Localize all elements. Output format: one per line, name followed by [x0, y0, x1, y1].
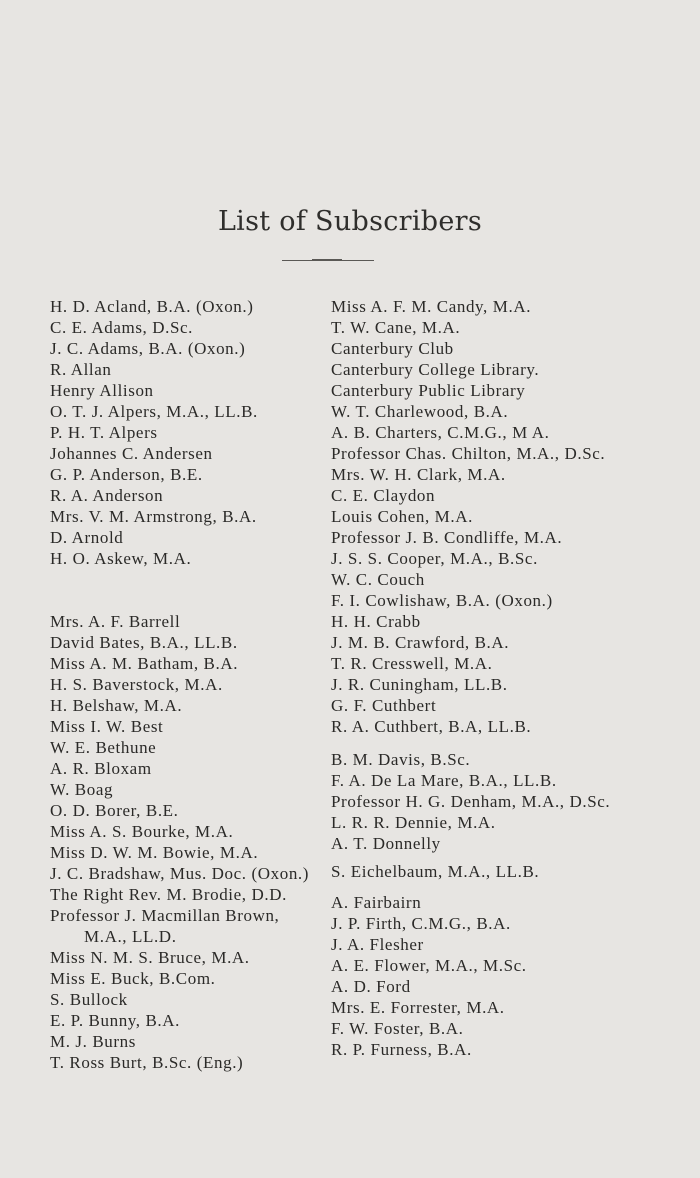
- subscriber-entry: M.A., LL.D.: [84, 927, 177, 946]
- subscriber-entry: Professor J. B. Condliffe, M.A.: [331, 528, 563, 547]
- subscriber-entry: R. A. Anderson: [50, 486, 164, 505]
- subscriber-entry: R. A. Cuthbert, B.A, LL.B.: [331, 717, 532, 736]
- subscriber-entry: M. J. Burns: [50, 1032, 136, 1051]
- subscriber-entry: Canterbury Public Library: [331, 381, 526, 400]
- subscribers-left-column: [50, 296, 340, 1073]
- subscriber-entry: J. P. Firth, C.M.G., B.A.: [331, 914, 511, 933]
- subscriber-entry: T. Ross Burt, B.Sc. (Eng.): [50, 1053, 244, 1072]
- subscriber-entry: T. R. Cresswell, M.A.: [331, 654, 493, 673]
- subscriber-entry: J. C. Bradshaw, Mus. Doc. (Oxon.): [50, 864, 310, 883]
- subscriber-entry: G. P. Anderson, B.E.: [50, 465, 203, 484]
- subscriber-entry: C. E. Adams, D.Sc.: [50, 318, 194, 337]
- subscribers-right-column: [331, 296, 691, 1060]
- subscriber-entry: Johannes C. Andersen: [50, 444, 213, 463]
- group-spacer: [331, 737, 691, 749]
- subscriber-entry: Professor H. G. Denham, M.A., D.Sc.: [331, 792, 611, 811]
- subscriber-entry: Henry Allison: [50, 381, 154, 400]
- subscriber-entry: G. F. Cuthbert: [331, 696, 437, 715]
- subscriber-entry: J. S. S. Cooper, M.A., B.Sc.: [331, 549, 538, 568]
- subscriber-entry: Professor J. Macmillan Brown,: [50, 906, 280, 925]
- subscriber-entry: Mrs. W. H. Clark, M.A.: [331, 465, 506, 484]
- subscriber-entry: W. E. Bethune: [50, 738, 157, 757]
- subscriber-entry: Canterbury Club: [331, 339, 454, 358]
- subscriber-entry: W. C. Couch: [331, 570, 425, 589]
- subscriber-entry: Louis Cohen, M.A.: [331, 507, 473, 526]
- subscriber-entry: Miss D. W. M. Bowie, M.A.: [50, 843, 259, 862]
- subscriber-entry: A. E. Flower, M.A., M.Sc.: [331, 956, 527, 975]
- subscriber-entry: Mrs. E. Forrester, M.A.: [331, 998, 505, 1017]
- subscriber-entry: Miss I. W. Best: [50, 717, 164, 736]
- subscriber-entry: Miss A. M. Batham, B.A.: [50, 654, 239, 673]
- group-d: [331, 749, 691, 854]
- subscriber-entry: O. D. Borer, B.E.: [50, 801, 179, 820]
- page-title: List of Subscribers: [217, 206, 483, 237]
- subscriber-entry: A. Fairbairn: [331, 893, 422, 912]
- subscriber-entry: O. T. J. Alpers, M.A., LL.B.: [50, 402, 258, 421]
- subscriber-entry: David Bates, B.A., LL.B.: [50, 633, 238, 652]
- subscriber-entry: Canterbury College Library.: [331, 360, 540, 379]
- subscriber-entry: Miss A. S. Bourke, M.A.: [50, 822, 234, 841]
- subscriber-entry: D. Arnold: [50, 528, 124, 547]
- subscriber-entry: R. P. Furness, B.A.: [331, 1040, 472, 1059]
- subscriber-entry: T. W. Cane, M.A.: [331, 318, 461, 337]
- subscriber-entry: F. W. Foster, B.A.: [331, 1019, 464, 1038]
- subscriber-entry: L. R. R. Dennie, M.A.: [331, 813, 496, 832]
- subscriber-entry: W. T. Charlewood, B.A.: [331, 402, 509, 421]
- subscriber-entry: Mrs. V. M. Armstrong, B.A.: [50, 507, 257, 526]
- subscriber-entry: R. Allan: [50, 360, 112, 379]
- subscriber-entry: F. I. Cowlishaw, B.A. (Oxon.): [331, 591, 553, 610]
- subscriber-entry: Miss E. Buck, B.Com.: [50, 969, 216, 988]
- group-spacer: [331, 882, 691, 892]
- subscriber-entry: J. A. Flesher: [331, 935, 424, 954]
- subscriber-entry: S. Bullock: [50, 990, 128, 1009]
- group-spacer: [331, 854, 691, 861]
- group-spacer: [50, 569, 340, 611]
- subscriber-entry: W. Boag: [50, 780, 114, 799]
- group-b: [50, 611, 340, 1073]
- group-c: [331, 296, 691, 737]
- subscriber-entry: A. T. Donnelly: [331, 834, 441, 853]
- subscriber-entry: A. B. Charters, C.M.G., M A.: [331, 423, 550, 442]
- subscriber-entry: H. D. Acland, B.A. (Oxon.): [50, 297, 254, 316]
- subscriber-entry: Miss N. M. S. Bruce, M.A.: [50, 948, 250, 967]
- group-f: [331, 892, 691, 1060]
- subscriber-entry: A. R. Bloxam: [50, 759, 152, 778]
- subscriber-entry: H. Belshaw, M.A.: [50, 696, 183, 715]
- subscriber-entry: H. O. Askew, M.A.: [50, 549, 192, 568]
- subscriber-entry: H. H. Crabb: [331, 612, 421, 631]
- subscriber-entry: H. S. Baverstock, M.A.: [50, 675, 223, 694]
- subscriber-entry: E. P. Bunny, B.A.: [50, 1011, 181, 1030]
- subscriber-entry: S. Eichelbaum, M.A., LL.B.: [331, 862, 540, 881]
- subscriber-entry: J. R. Cuningham, LL.B.: [331, 675, 508, 694]
- group-a: [50, 296, 340, 569]
- subscriber-entry: J. M. B. Crawford, B.A.: [331, 633, 510, 652]
- subscriber-entry: C. E. Claydon: [331, 486, 436, 505]
- subscriber-entry: P. H. T. Alpers: [50, 423, 158, 442]
- subscriber-entry: Professor Chas. Chilton, M.A., D.Sc.: [331, 444, 606, 463]
- subscriber-entry: J. C. Adams, B.A. (Oxon.): [50, 339, 246, 358]
- subscriber-entry: B. M. Davis, B.Sc.: [331, 750, 471, 769]
- subscriber-entry: The Right Rev. M. Brodie, D.D.: [50, 885, 287, 904]
- subscriber-entry: Miss A. F. M. Candy, M.A.: [331, 297, 532, 316]
- subscriber-entry: Mrs. A. F. Barrell: [50, 612, 181, 631]
- group-e: [331, 861, 691, 882]
- subscriber-entry: F. A. De La Mare, B.A., LL.B.: [331, 771, 557, 790]
- title-divider: [282, 260, 374, 261]
- subscriber-entry: A. D. Ford: [331, 977, 411, 996]
